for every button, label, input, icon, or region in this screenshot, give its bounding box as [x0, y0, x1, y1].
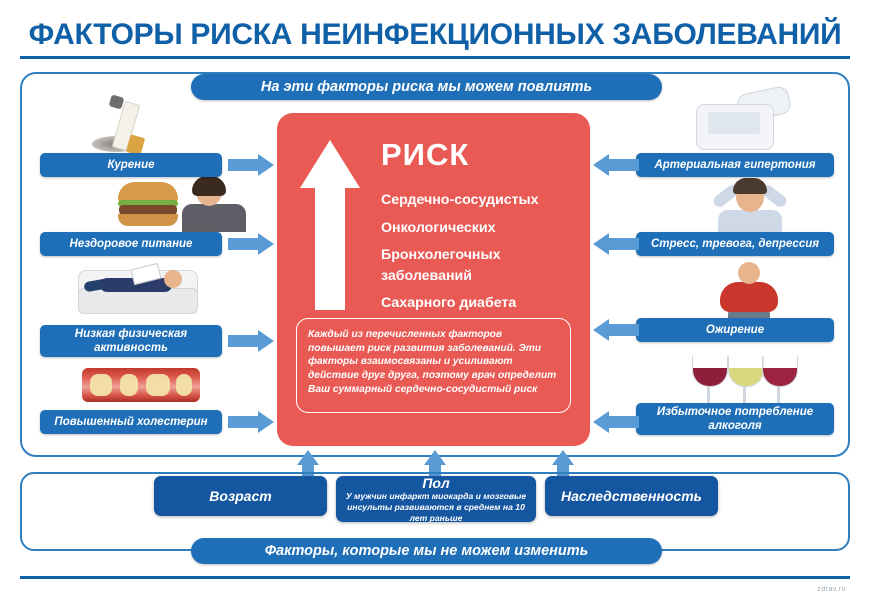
cigarette-icon: [92, 96, 188, 154]
factor-box-heredity[interactable]: [545, 476, 718, 516]
risk-item-3: Сахарного диабета: [381, 295, 517, 312]
bottom-banner: Факторы, которые мы не можем изменить: [191, 538, 662, 564]
top-banner: На эти факторы риска мы можем повлиять: [191, 74, 662, 100]
factor-label-high-cholesterol[interactable]: Повышенный холестерин: [40, 410, 222, 434]
sofa-icon: [78, 258, 200, 320]
factor-label-smoking[interactable]: Курение: [40, 153, 222, 177]
arrow-hypertension-to-risk: [593, 154, 639, 176]
factor-label-sex: Пол: [422, 474, 450, 491]
upward-arrow-icon: [300, 140, 360, 310]
risk-item-2: Бронхолегочных заболеваний: [381, 247, 501, 284]
factor-label-age: Возраст: [209, 488, 272, 504]
arrow-stress-to-risk: [593, 233, 639, 255]
burger-icon: [118, 176, 184, 228]
risk-note: Каждый из перечисленных факторов повышает риск развития заболеваний. Эти факторы взаимосвязаны и усиливают действие друг друга, поэтому врач определит Ваш суммарный сердечно-сосудистый риск: [296, 318, 571, 413]
arrow-obesity-to-risk: [593, 319, 639, 341]
footer-divider: [20, 576, 850, 579]
factor-note-sex: У мужчин инфаркт миокарда и мозговые инсульты развиваются в среднем на 10 лет раньше: [345, 490, 527, 524]
arrow-diet-to-risk: [228, 233, 274, 255]
stressed-man-icon: [700, 178, 796, 240]
factor-label-hypertension[interactable]: Артериальная гипертония: [636, 153, 834, 177]
factor-box-sex[interactable]: [336, 476, 536, 522]
page-title: ФАКТОРЫ РИСКА НЕИНФЕКЦИОННЫХ ЗАБОЛЕВАНИЙ: [28, 18, 842, 51]
arrow-alcohol-to-risk: [593, 411, 639, 433]
footer-credit: zdrav.ru: [817, 586, 846, 593]
risk-item-1: Онкологических: [381, 219, 496, 236]
risk-item-0: Сердечно-сосудистых: [381, 192, 539, 208]
factor-box-age[interactable]: [154, 476, 327, 516]
obese-person-icon: [712, 262, 784, 326]
arrow-smoking-to-risk: [228, 154, 274, 176]
artery-icon: [82, 368, 200, 402]
factor-label-stress[interactable]: Стресс, тревога, депрессия: [636, 232, 834, 256]
arrow-cholesterol-to-risk: [228, 411, 274, 433]
blood-pressure-monitor-icon: [686, 90, 790, 152]
factor-label-heredity: Наследственность: [561, 488, 702, 504]
risk-heading: РИСК: [381, 137, 470, 172]
factor-label-low-activity[interactable]: Низкая физическая активность: [40, 325, 222, 357]
factor-label-obesity[interactable]: Ожирение: [636, 318, 834, 342]
title-divider: [20, 56, 850, 59]
arrow-activity-to-risk: [228, 330, 274, 352]
factor-label-unhealthy-diet[interactable]: Нездоровое питание: [40, 232, 222, 256]
factor-label-alcohol[interactable]: Избыточное потребление алкоголя: [636, 403, 834, 435]
risk-disease-list: [381, 190, 586, 321]
